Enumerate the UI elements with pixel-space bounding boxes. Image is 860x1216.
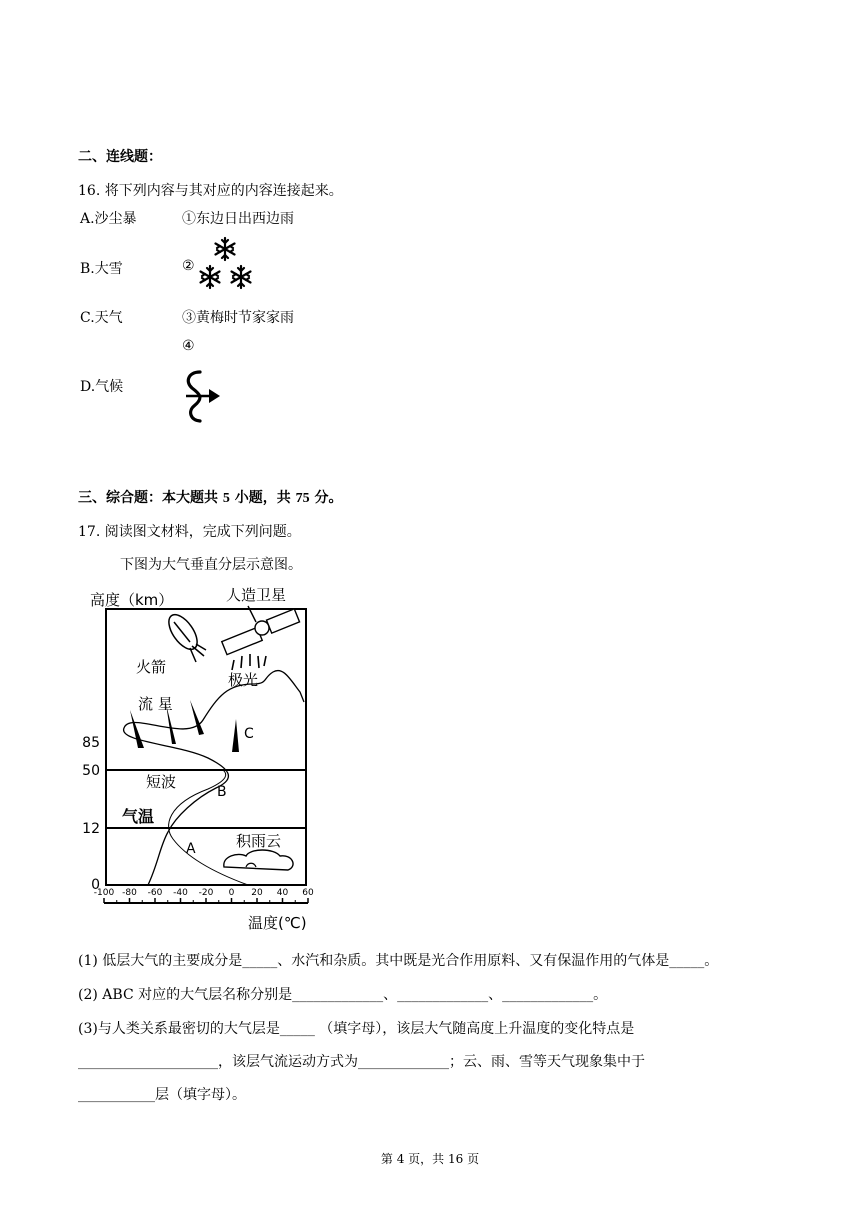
question-17-stem: 17. 阅读图文材料，完成下列问题。	[78, 524, 301, 540]
y-tick-0: 0	[91, 877, 100, 893]
x-tick-label: 40	[276, 888, 289, 898]
satellite-icon	[222, 606, 300, 655]
satellite-label: 人造卫星	[226, 586, 287, 604]
shortwave-label: 短波	[146, 773, 177, 791]
x-tick-label: -40	[173, 888, 188, 898]
y-axis-label: 高度（km）	[90, 591, 174, 609]
layer-b-label: B	[217, 784, 227, 800]
meteor-mark-1	[130, 710, 144, 748]
x-tick-label: 20	[251, 888, 263, 898]
layer-c-label: C	[244, 726, 254, 742]
x-axis-label: 温度(℃)	[248, 914, 307, 932]
snowflakes-icon	[197, 236, 257, 292]
q16-left-item-c: C.天气	[80, 310, 123, 326]
section-heading-2: 二、连线题：	[78, 149, 162, 165]
cumulonimbus-cloud-icon	[224, 850, 293, 870]
q17-sub-question-3-line-3: ___________层（填字母）。	[78, 1087, 246, 1103]
aurora-label: 极光	[228, 671, 259, 689]
q16-right-item-1: ①东边日出西边雨	[182, 211, 294, 227]
page-footer: 第 4 页，共 16 页	[380, 1152, 480, 1166]
section-3-question-count: 5	[222, 491, 230, 506]
meteor-mark-3	[190, 700, 204, 735]
aurora-icon	[232, 654, 266, 670]
layer-a-label: A	[186, 841, 196, 857]
x-tick-label: -80	[122, 888, 137, 898]
x-tick-label: -20	[198, 888, 214, 898]
x-tick-label: 60	[302, 888, 314, 898]
section-3-total-score: 75	[295, 491, 310, 506]
x-axis	[94, 888, 314, 903]
q17-sub-question-2: (2) ABC 对应的大气层名称分别是_____________、_____________、_____________。	[78, 987, 608, 1003]
section-3-heading-text: 三、综合题：本大题共	[78, 490, 223, 506]
x-tick-label: 0	[228, 888, 235, 898]
rocket-label: 火箭	[136, 658, 167, 676]
x-tick-label: -60	[147, 888, 163, 898]
q16-left-item-d: D.气候	[80, 379, 124, 395]
section-heading-3	[78, 487, 343, 507]
question-17-intro: 下图为大气垂直分层示意图。	[120, 557, 302, 573]
rocket-icon	[163, 610, 206, 662]
q17-sub-question-3-line-2: ____________________，该层气流运动方式为_____________；云、雨、雪等天气现象集中于	[78, 1054, 645, 1070]
atmosphere-layer-diagram	[78, 584, 338, 934]
q16-left-item-a: A.沙尘暴	[80, 211, 137, 227]
q16-right-item-2: ②	[182, 258, 195, 274]
question-16-stem: 16. 将下列内容与其对应的内容连接起来。	[78, 183, 343, 199]
x-tick-label: -100	[93, 888, 115, 898]
y-tick-12: 12	[82, 821, 100, 837]
meteor-label: 流 星	[138, 695, 173, 713]
section-3-heading-text-end: 分。	[309, 490, 343, 506]
q17-sub-question-3-line-1: (3)与人类关系最密切的大气层是_____ （填字母），该层大气随高度上升温度的变化特点是	[78, 1021, 635, 1037]
meteor-mark-4	[232, 719, 239, 752]
q17-sub-question-1: (1) 低层大气的主要成分是_____、水汽和杂质。其中既是光合作用原料、又有保温作用的气体是_____。	[78, 953, 719, 969]
y-tick-50: 50	[82, 763, 100, 779]
q16-left-item-b: B.大雪	[80, 261, 123, 277]
cloud-label: 积雨云	[236, 832, 282, 850]
sandstorm-symbol-icon	[180, 366, 224, 426]
q16-right-item-4: ④	[182, 338, 195, 354]
q16-right-item-3: ③黄梅时节家家雨	[182, 310, 294, 326]
y-tick-85: 85	[82, 735, 100, 751]
temperature-label: 气温	[122, 807, 155, 826]
section-3-heading-text-mid: 小题，共	[229, 490, 296, 506]
